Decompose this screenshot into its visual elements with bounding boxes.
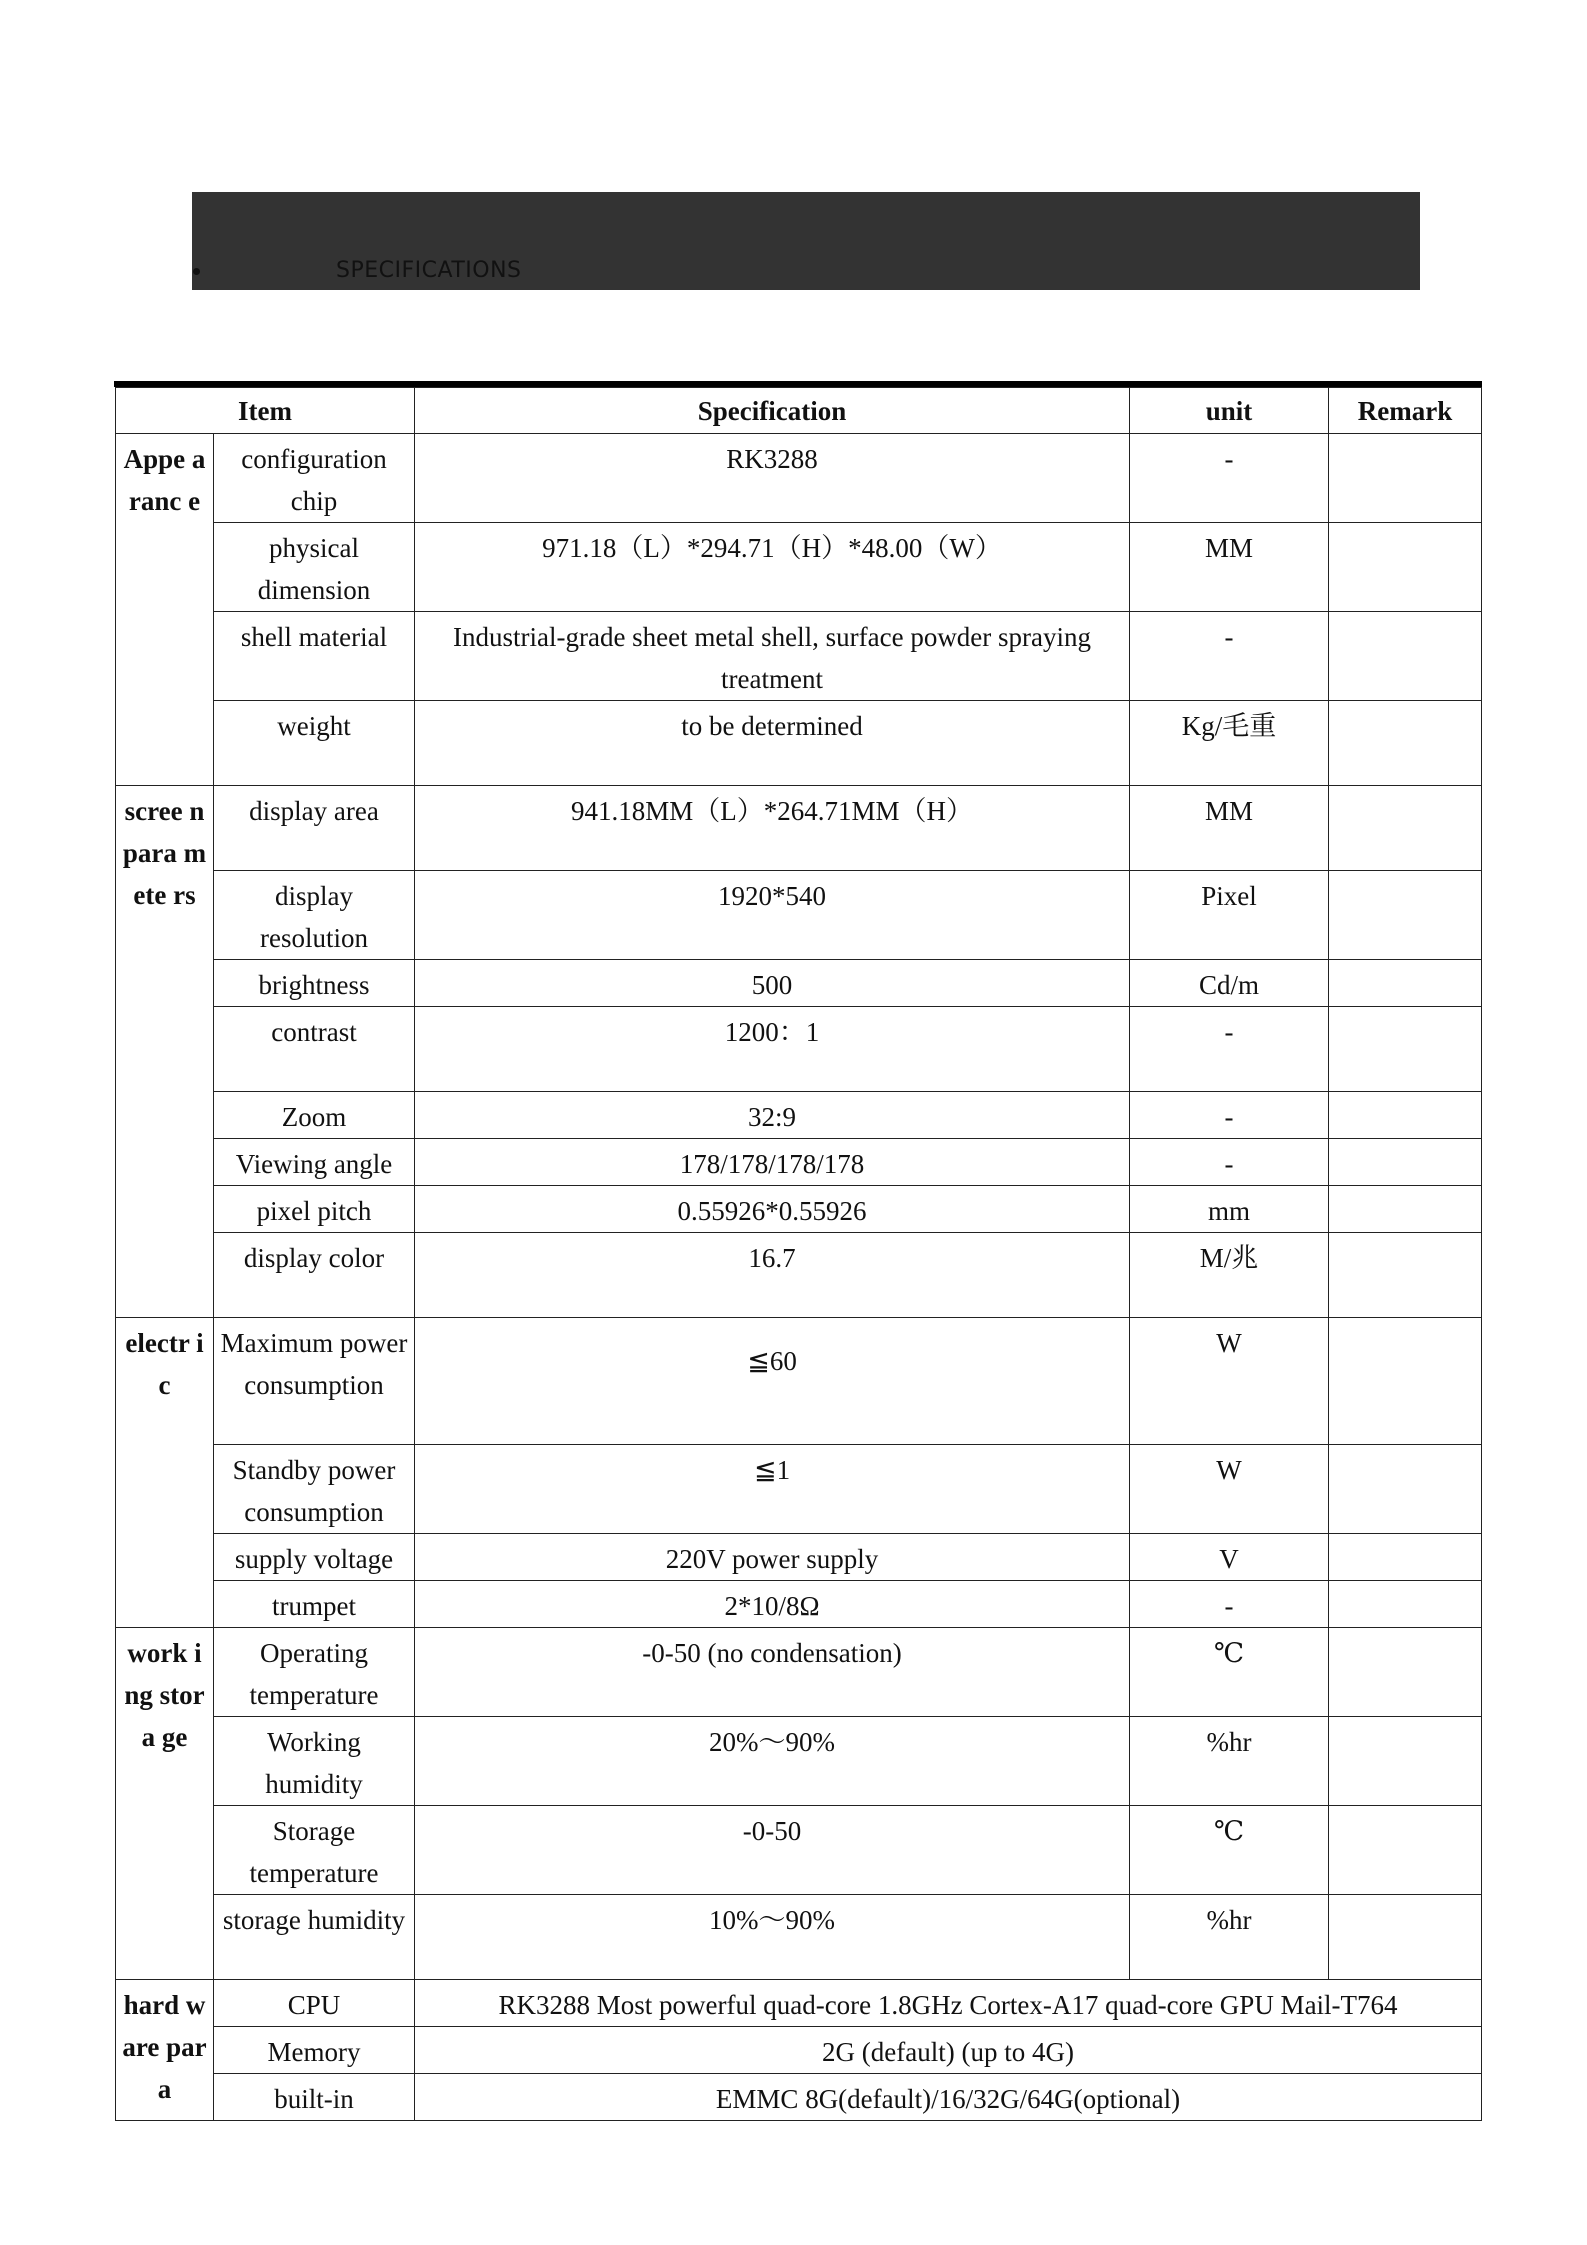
remark-cell bbox=[1329, 1581, 1482, 1628]
item-cell: Working humidity bbox=[214, 1717, 415, 1806]
unit-cell: - bbox=[1130, 1581, 1329, 1628]
column-header-specification: Specification bbox=[415, 388, 1130, 434]
item-cell: built-in bbox=[214, 2074, 415, 2121]
remark-cell bbox=[1329, 612, 1482, 701]
table-row bbox=[116, 1628, 1482, 1717]
table-row bbox=[116, 523, 1482, 612]
table-row bbox=[116, 434, 1482, 523]
spec-cell: 1920*540 bbox=[415, 871, 1130, 960]
item-cell: CPU bbox=[214, 1980, 415, 2027]
item-cell: display resolution bbox=[214, 871, 415, 960]
remark-cell bbox=[1329, 1318, 1482, 1445]
table-row bbox=[116, 1895, 1482, 1980]
spec-cell: ≦1 bbox=[415, 1445, 1130, 1534]
spec-cell: 2*10/8Ω bbox=[415, 1581, 1130, 1628]
item-cell: Memory bbox=[214, 2027, 415, 2074]
spec-cell: -0-50 (no condensation) bbox=[415, 1628, 1130, 1717]
unit-cell: ℃ bbox=[1130, 1628, 1329, 1717]
table-row bbox=[116, 1980, 1482, 2027]
bullet-icon bbox=[193, 268, 200, 275]
column-header-remark: Remark bbox=[1329, 388, 1482, 434]
spec-cell: to be determined bbox=[415, 701, 1130, 786]
table-row bbox=[116, 701, 1482, 786]
unit-cell: - bbox=[1130, 1092, 1329, 1139]
spec-cell: Industrial-grade sheet metal shell, surface powder spraying treatment bbox=[415, 612, 1130, 701]
spec-cell: 16.7 bbox=[415, 1233, 1130, 1318]
category-appearance: Appe aranc e bbox=[116, 434, 214, 786]
item-cell: weight bbox=[214, 701, 415, 786]
unit-cell: W bbox=[1130, 1318, 1329, 1445]
table-row bbox=[116, 871, 1482, 960]
table-row bbox=[116, 1534, 1482, 1581]
spec-cell: 20%～90% bbox=[415, 1717, 1130, 1806]
item-cell: Maximum power consumption bbox=[214, 1318, 415, 1445]
remark-cell bbox=[1329, 523, 1482, 612]
spec-cell: 941.18MM（L）*264.71MM（H） bbox=[415, 786, 1130, 871]
category-electric: electr ic bbox=[116, 1318, 214, 1628]
remark-cell bbox=[1329, 1445, 1482, 1534]
item-cell: shell material bbox=[214, 612, 415, 701]
table-row bbox=[116, 960, 1482, 1007]
spec-cell: 0.55926*0.55926 bbox=[415, 1186, 1130, 1233]
remark-cell bbox=[1329, 434, 1482, 523]
unit-cell: Kg/毛重 bbox=[1130, 701, 1329, 786]
remark-cell bbox=[1329, 1139, 1482, 1186]
table-header-row bbox=[116, 388, 1482, 434]
remark-cell bbox=[1329, 871, 1482, 960]
spec-cell: 178/178/178/178 bbox=[415, 1139, 1130, 1186]
spec-cell: -0-50 bbox=[415, 1806, 1130, 1895]
spec-cell-wide: 2G (default) (up to 4G) bbox=[415, 2027, 1482, 2074]
table-row bbox=[116, 1233, 1482, 1318]
section-title: SPECIFICATIONS bbox=[336, 258, 522, 283]
unit-cell: - bbox=[1130, 434, 1329, 523]
item-cell: storage humidity bbox=[214, 1895, 415, 1980]
item-cell: Viewing angle bbox=[214, 1139, 415, 1186]
spec-cell: 1200：1 bbox=[415, 1007, 1130, 1092]
unit-cell: - bbox=[1130, 1007, 1329, 1092]
table-row bbox=[116, 1007, 1482, 1092]
spec-cell: 32:9 bbox=[415, 1092, 1130, 1139]
item-cell: trumpet bbox=[214, 1581, 415, 1628]
item-cell: display color bbox=[214, 1233, 415, 1318]
unit-cell: MM bbox=[1130, 786, 1329, 871]
remark-cell bbox=[1329, 1717, 1482, 1806]
unit-cell: V bbox=[1130, 1534, 1329, 1581]
spec-cell-wide: EMMC 8G(default)/16/32G/64G(optional) bbox=[415, 2074, 1482, 2121]
remark-cell bbox=[1329, 1007, 1482, 1092]
remark-cell bbox=[1329, 1534, 1482, 1581]
table-row bbox=[116, 1092, 1482, 1139]
table-row bbox=[116, 1445, 1482, 1534]
table-row bbox=[116, 2027, 1482, 2074]
table-row bbox=[116, 1139, 1482, 1186]
table-row bbox=[116, 1186, 1482, 1233]
table-row bbox=[116, 612, 1482, 701]
remark-cell bbox=[1329, 1233, 1482, 1318]
item-cell: supply voltage bbox=[214, 1534, 415, 1581]
column-header-unit: unit bbox=[1130, 388, 1329, 434]
spec-cell-wide: RK3288 Most powerful quad-core 1.8GHz Cortex-A17 quad-core GPU Mail-T764 bbox=[415, 1980, 1482, 2027]
table-row bbox=[116, 2074, 1482, 2121]
remark-cell bbox=[1329, 701, 1482, 786]
remark-cell bbox=[1329, 1806, 1482, 1895]
spec-cell: 220V power supply bbox=[415, 1534, 1130, 1581]
category-hardware: hard ware para bbox=[116, 1980, 214, 2121]
unit-cell: Pixel bbox=[1130, 871, 1329, 960]
unit-cell: - bbox=[1130, 1139, 1329, 1186]
unit-cell: %hr bbox=[1130, 1717, 1329, 1806]
specifications-table bbox=[115, 387, 1482, 2121]
spec-cell: 10%～90% bbox=[415, 1895, 1130, 1980]
category-screen-parameters: scree n para mete rs bbox=[116, 786, 214, 1318]
category-working-storage: work ing stora ge bbox=[116, 1628, 214, 1980]
spec-cell: 500 bbox=[415, 960, 1130, 1007]
item-cell: Operating temperature bbox=[214, 1628, 415, 1717]
item-cell: display area bbox=[214, 786, 415, 871]
remark-cell bbox=[1329, 1092, 1482, 1139]
unit-cell: M/兆 bbox=[1130, 1233, 1329, 1318]
unit-cell: - bbox=[1130, 612, 1329, 701]
item-cell: Standby power consumption bbox=[214, 1445, 415, 1534]
unit-cell: %hr bbox=[1130, 1895, 1329, 1980]
unit-cell: ℃ bbox=[1130, 1806, 1329, 1895]
table-row bbox=[116, 1717, 1482, 1806]
item-cell: physical dimension bbox=[214, 523, 415, 612]
spec-cell: RK3288 bbox=[415, 434, 1130, 523]
remark-cell bbox=[1329, 960, 1482, 1007]
item-cell: brightness bbox=[214, 960, 415, 1007]
item-cell: configuration chip bbox=[214, 434, 415, 523]
remark-cell bbox=[1329, 1186, 1482, 1233]
item-cell: Storage temperature bbox=[214, 1806, 415, 1895]
table-row bbox=[116, 1806, 1482, 1895]
item-cell: pixel pitch bbox=[214, 1186, 415, 1233]
unit-cell: mm bbox=[1130, 1186, 1329, 1233]
table-row bbox=[116, 1581, 1482, 1628]
table-row bbox=[116, 1318, 1482, 1445]
unit-cell: W bbox=[1130, 1445, 1329, 1534]
unit-cell: Cd/m bbox=[1130, 960, 1329, 1007]
item-cell: contrast bbox=[214, 1007, 415, 1092]
unit-cell: MM bbox=[1130, 523, 1329, 612]
remark-cell bbox=[1329, 1895, 1482, 1980]
remark-cell bbox=[1329, 786, 1482, 871]
spec-cell: ≦60 bbox=[415, 1318, 1130, 1445]
remark-cell bbox=[1329, 1628, 1482, 1717]
item-cell: Zoom bbox=[214, 1092, 415, 1139]
column-header-item: Item bbox=[116, 388, 415, 434]
table-row bbox=[116, 786, 1482, 871]
spec-cell: 971.18（L）*294.71（H）*48.00（W） bbox=[415, 523, 1130, 612]
